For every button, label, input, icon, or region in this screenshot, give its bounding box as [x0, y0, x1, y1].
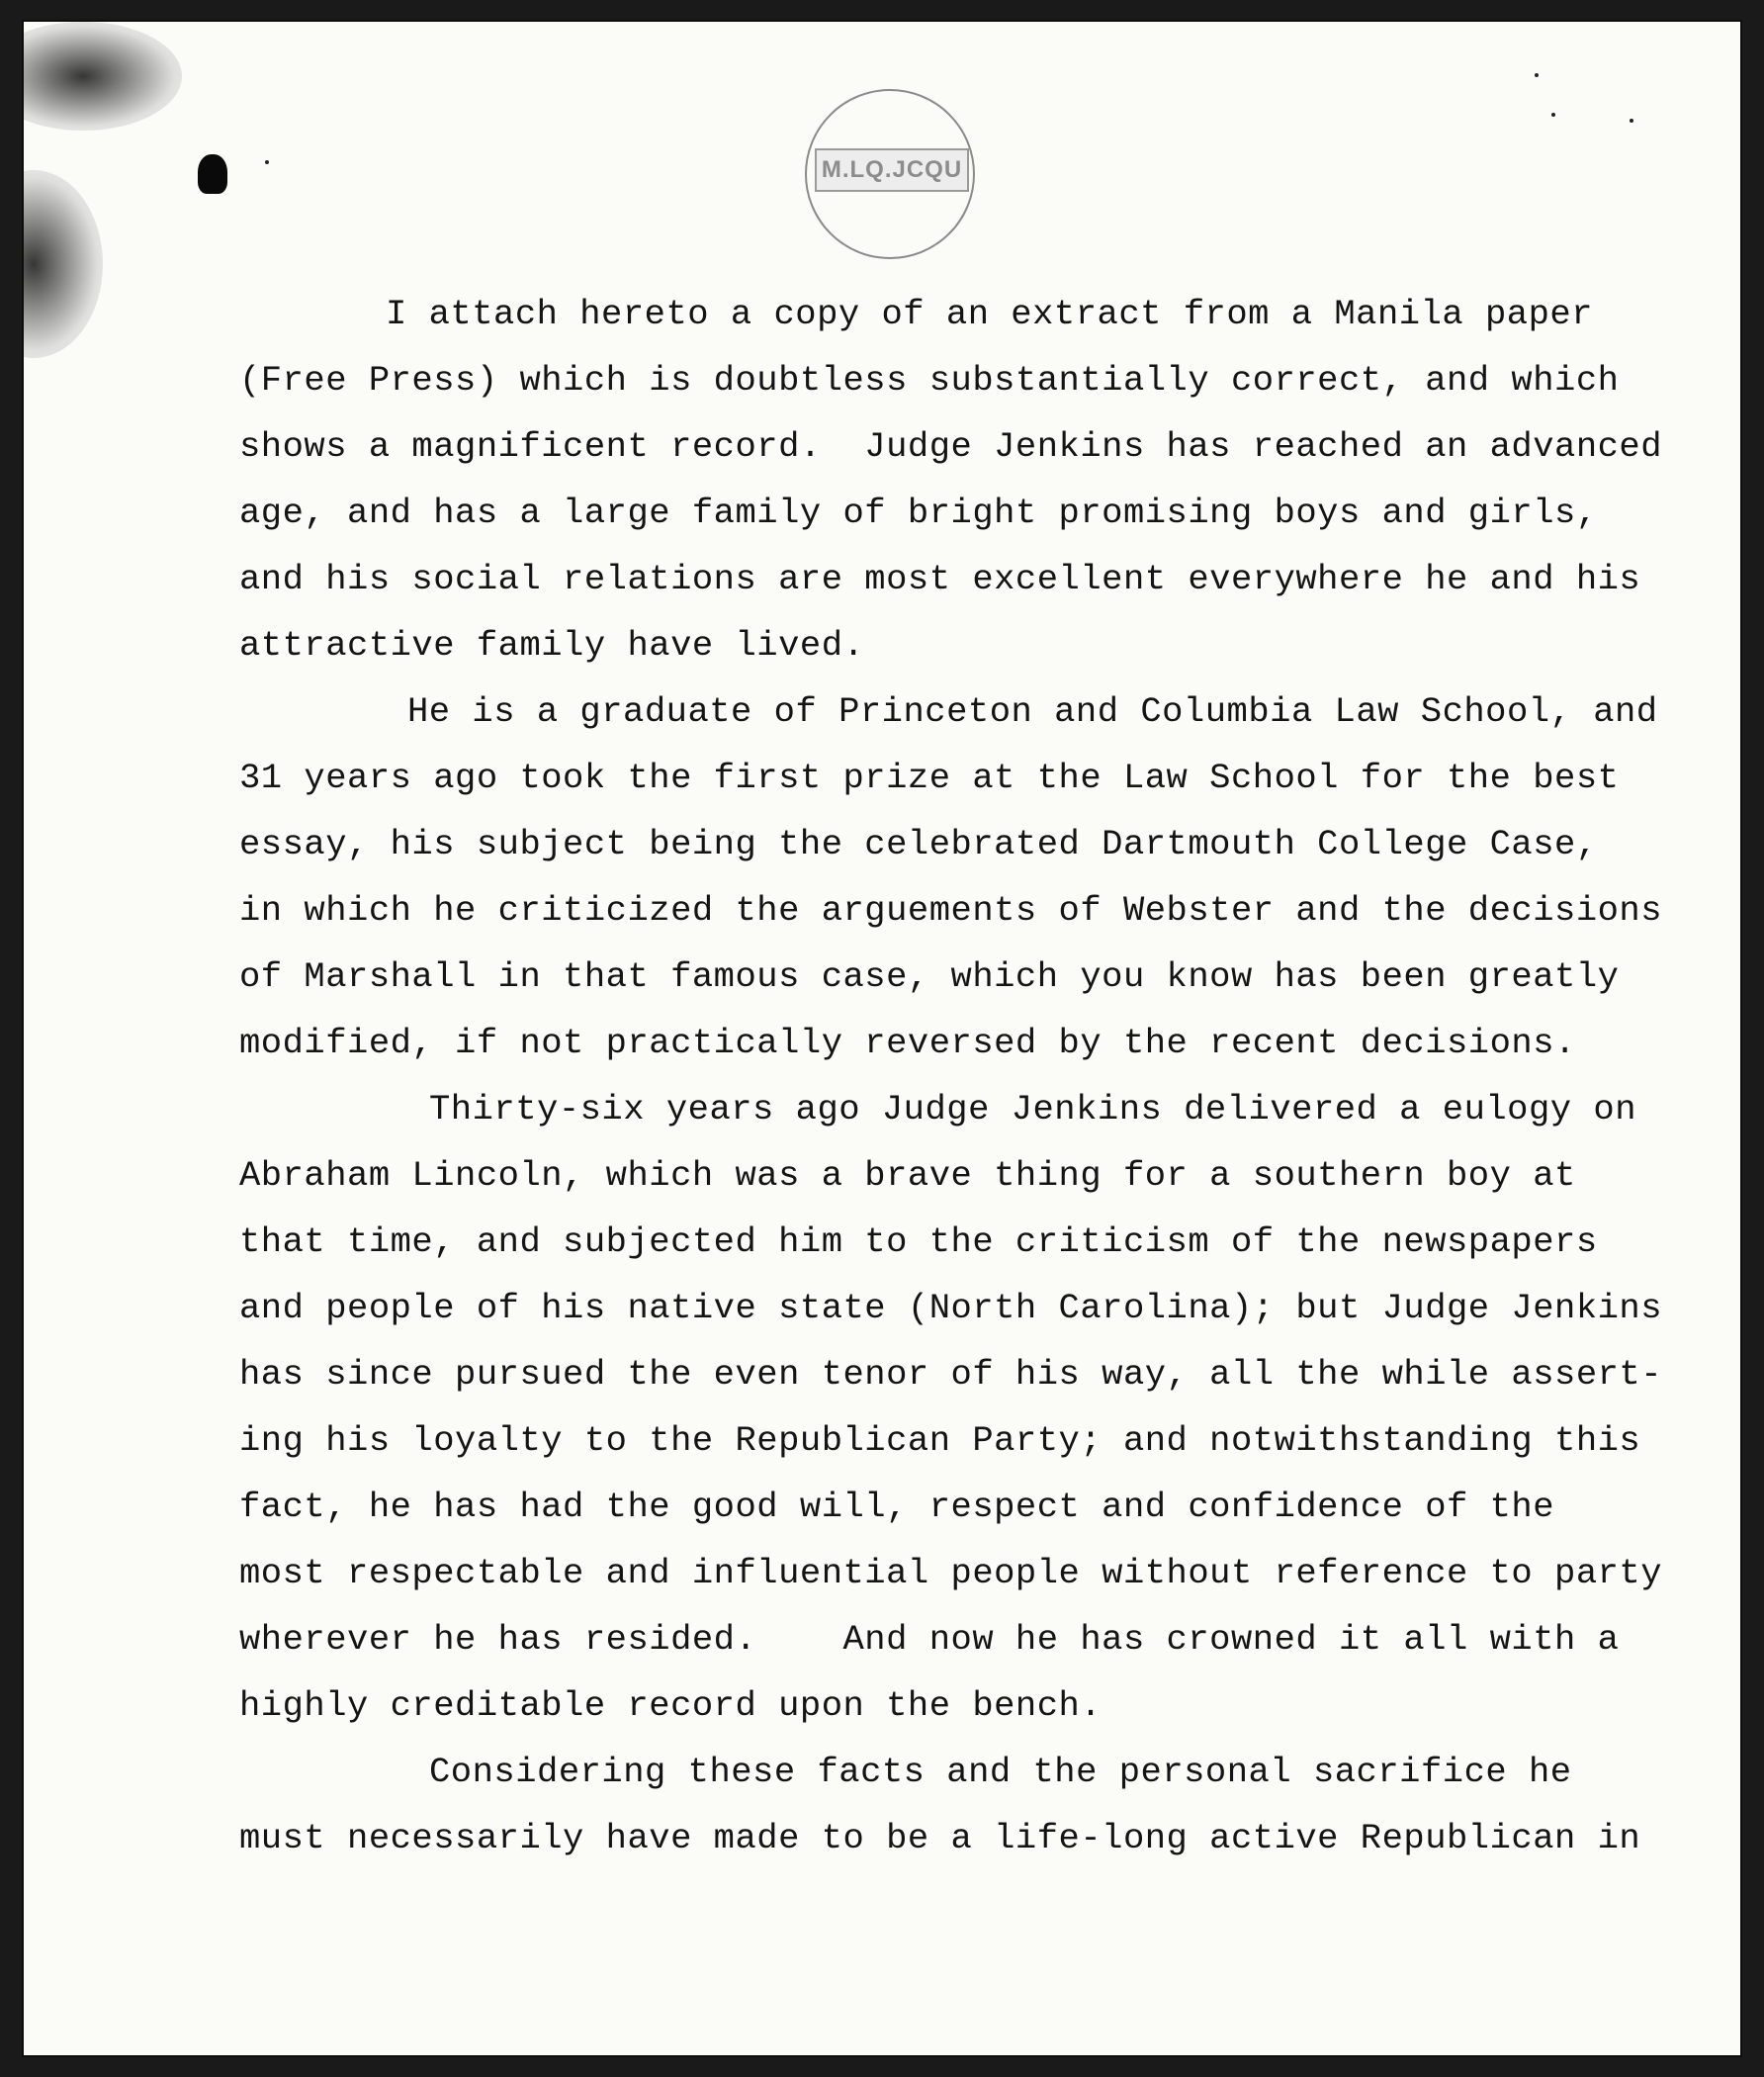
- text-line: (Free Press) which is doubtless substantially correct, and which: [239, 360, 1620, 401]
- text-line: attractive family have lived.: [239, 625, 865, 666]
- text-line: modified, if not practically reversed by the recent decisions.: [239, 1023, 1576, 1063]
- typed-letter-body: [24, 281, 1742, 1871]
- text-line: fact, he has had the good will, respect and confidence of the: [239, 1487, 1555, 1527]
- text-line: Thirty-six years ago Judge Jenkins delivered a eulogy on: [429, 1089, 1636, 1129]
- text-line: age, and has a large family of bright promising boys and girls,: [239, 493, 1598, 533]
- text-line: has since pursued the even tenor of his way, all the while assert-: [239, 1354, 1663, 1395]
- ink-blot: [198, 154, 227, 194]
- text-line: of Marshall in that famous case, which you know has been greatly: [239, 956, 1620, 997]
- text-line: shows a magnificent record. Judge Jenkins has reached an advanced: [239, 426, 1663, 467]
- ink-smudge: [22, 22, 182, 131]
- text-line: wherever he has resided. And now he has crowned it all with a: [239, 1619, 1620, 1660]
- circular-stamp: [805, 89, 975, 259]
- speck: [1551, 113, 1555, 117]
- text-line: Considering these facts and the personal sacrifice he: [429, 1752, 1572, 1792]
- text-line: essay, his subject being the celebrated Dartmouth College Case,: [239, 824, 1598, 864]
- text-line: Abraham Lincoln, which was a brave thing for a southern boy at: [239, 1155, 1576, 1196]
- text-line: He is a graduate of Princeton and Columbia Law School, and: [407, 691, 1658, 732]
- document-page: [22, 20, 1742, 2057]
- text-line: ing his loyalty to the Republican Party; and notwithstanding this: [239, 1420, 1641, 1461]
- text-line: most respectable and influential people without reference to party: [239, 1553, 1663, 1593]
- speck: [265, 160, 269, 164]
- text-line: and people of his native state (North Carolina); but Judge Jenkins: [239, 1288, 1663, 1328]
- text-line: highly creditable record upon the bench.: [239, 1685, 1102, 1726]
- speck: [1630, 119, 1633, 123]
- stamp-text: M.LQ.JCQU: [815, 148, 969, 192]
- text-line: that time, and subjected him to the criticism of the newspapers: [239, 1221, 1598, 1262]
- speck: [1535, 73, 1539, 77]
- text-line: I attach hereto a copy of an extract from a Manila paper: [386, 294, 1593, 334]
- text-line: 31 years ago took the first prize at the Law School for the best: [239, 758, 1620, 798]
- text-line: in which he criticized the arguements of Webster and the decisions: [239, 890, 1663, 931]
- text-line: must necessarily have made to be a life-long active Republican in: [239, 1818, 1641, 1858]
- text-line: and his social relations are most excellent everywhere he and his: [239, 559, 1641, 599]
